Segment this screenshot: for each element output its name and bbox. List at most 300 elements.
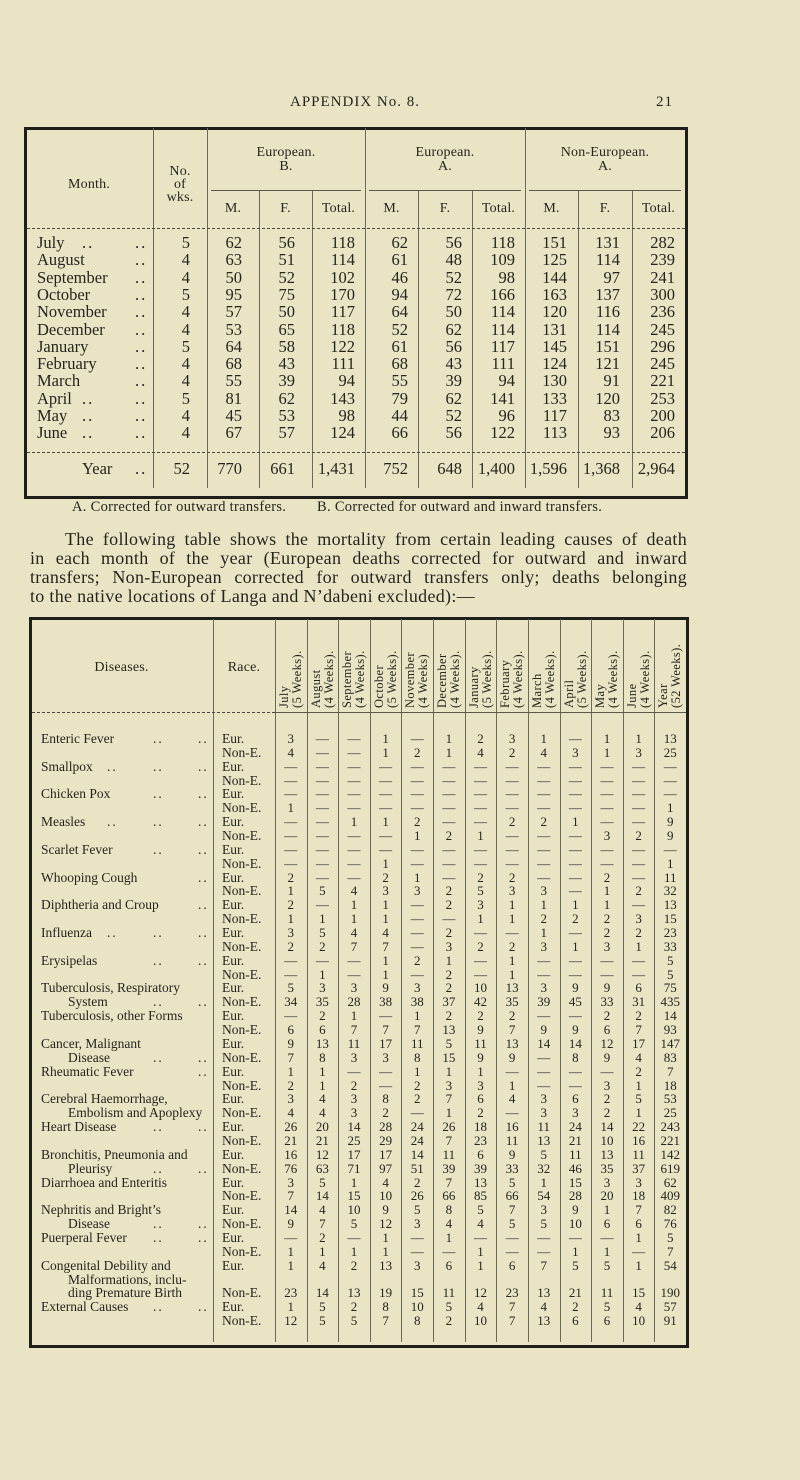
value-cell: 109 xyxy=(490,250,515,270)
month-value-cell: — xyxy=(537,786,551,802)
weeks-cell: 4 xyxy=(181,319,190,339)
year-total-cell: 409 xyxy=(660,1188,680,1204)
month-value-cell: 1 xyxy=(287,1063,295,1079)
month-value-cell: 13 xyxy=(537,1313,551,1329)
month-value-cell: 12 xyxy=(284,1313,298,1329)
month-value-cell: 18 xyxy=(474,1119,488,1135)
month-value-cell: 13 xyxy=(505,980,519,996)
month-value-cell: — xyxy=(410,1229,424,1245)
leader-dots: .. xyxy=(153,758,164,774)
month-value-cell: 4 xyxy=(635,1299,642,1315)
month-label: February xyxy=(37,354,97,374)
month-value-cell: 24 xyxy=(410,1119,424,1135)
month-value-cell: — xyxy=(600,758,614,774)
value-cell: 62 xyxy=(278,388,295,408)
month-value-cell: 1 xyxy=(445,1105,453,1121)
month-column-header xyxy=(626,622,652,708)
value-cell: 68 xyxy=(225,354,242,374)
race-label: Eur. xyxy=(222,952,245,968)
leader-dots: .. xyxy=(198,869,209,885)
month-value-cell: 9 xyxy=(508,1049,516,1065)
month-value-cell: 14 xyxy=(568,1035,582,1051)
month-value-cell: — xyxy=(410,1243,424,1259)
weeks-cell: 5 xyxy=(181,336,190,356)
year-total-cell: 7 xyxy=(666,1243,674,1259)
leader-dots: .. xyxy=(153,1229,164,1245)
month-value-cell: 13 xyxy=(600,1146,614,1162)
month-value-cell: 1 xyxy=(635,731,642,746)
month-value-cell: 2 xyxy=(477,869,484,885)
month-value-cell: 1 xyxy=(350,911,358,927)
month-value-cell: 2 xyxy=(445,1313,453,1329)
disease-label-continuation: Disease xyxy=(68,1216,110,1232)
month-value-cell: 14 xyxy=(347,1119,361,1135)
year-total-cell: 57 xyxy=(663,1299,677,1315)
month-value-cell: — xyxy=(537,869,551,885)
month-label: June xyxy=(37,423,68,443)
month-value-cell: — xyxy=(568,1008,582,1024)
paragraph-line: to the native locations of Langa and N’dabeni excluded):— xyxy=(30,586,475,606)
month-value-cell: 71 xyxy=(347,1160,361,1176)
month-value-cell: 1 xyxy=(350,897,358,913)
month-value-cell: 1 xyxy=(445,731,453,746)
month-value-cell: 3 xyxy=(572,1105,579,1121)
month-value-cell: 13 xyxy=(505,1035,519,1051)
month-value-cell: 2 xyxy=(287,938,295,954)
leader-dots: .. xyxy=(153,1299,164,1315)
disease-label: Influenza xyxy=(41,925,92,941)
month-value-cell: 2 xyxy=(477,731,484,746)
value-cell: 52 xyxy=(391,319,408,339)
year-total-cell: — xyxy=(663,758,677,774)
weeks-cell: 4 xyxy=(181,423,190,443)
month-value-cell: — xyxy=(315,855,329,871)
month-value-cell: — xyxy=(347,952,361,968)
month-value-cell: — xyxy=(505,1063,519,1079)
month-value-cell: 1 xyxy=(350,1174,358,1190)
month-value-cell: 4 xyxy=(540,744,547,760)
month-value-cell: 2 xyxy=(540,814,547,830)
month-value-cell: — xyxy=(537,966,551,982)
month-value-cell: 15 xyxy=(568,1174,582,1190)
month-value-cell: 2 xyxy=(414,1077,421,1093)
disease-label: Erysipelas xyxy=(41,952,98,968)
month-value-cell: — xyxy=(505,828,519,844)
leader-dots: .. xyxy=(153,814,164,830)
subcolumn-header: M. xyxy=(224,201,242,216)
month-value-cell: 2 xyxy=(572,1299,579,1315)
race-label: Eur. xyxy=(222,1174,245,1190)
month-value-cell: 10 xyxy=(347,1202,361,1218)
month-value-cell: 6 xyxy=(508,1257,516,1273)
month-value-cell: 1 xyxy=(508,966,516,982)
month-value-cell: 28 xyxy=(379,1119,393,1135)
month-value-cell: — xyxy=(568,758,582,774)
month-value-cell: 2 xyxy=(603,1008,611,1024)
month-value-cell: 8 xyxy=(572,1049,579,1065)
year-total-cell: 142 xyxy=(660,1146,680,1162)
month-value-cell: 7 xyxy=(635,1022,642,1038)
month-value-cell: — xyxy=(442,758,456,774)
value-cell: 44 xyxy=(391,406,408,425)
race-label: Non-E. xyxy=(222,828,262,844)
race-label: Eur. xyxy=(222,758,245,774)
month-value-cell: 3 xyxy=(477,897,484,913)
month-value-cell: 2 xyxy=(319,938,326,954)
value-cell: 124 xyxy=(542,354,567,374)
group-header: European. xyxy=(415,145,475,160)
month-value-cell: 2 xyxy=(540,911,547,927)
value-cell: 236 xyxy=(650,302,675,322)
month-value-cell: 85 xyxy=(474,1188,488,1204)
race-label: Non-E. xyxy=(222,994,262,1010)
subcolumn-header: F. xyxy=(599,201,611,216)
paragraph-line: in each month of the year (European deaths corrected for outward and inward xyxy=(30,548,687,568)
month-value-cell: — xyxy=(600,966,614,982)
month-value-cell: 14 xyxy=(600,1119,614,1135)
month-value-cell: 66 xyxy=(442,1188,456,1204)
leader-dots: .. xyxy=(153,1119,164,1135)
month-value-cell: 2 xyxy=(603,1105,611,1121)
month-value-cell: 23 xyxy=(284,1285,298,1301)
month-value-cell: 14 xyxy=(315,1285,329,1301)
disease-label: Chicken Pox xyxy=(41,786,111,802)
month-value-cell: 24 xyxy=(410,1132,424,1148)
month-value-cell: — xyxy=(347,800,361,816)
month-value-cell: — xyxy=(347,758,361,774)
month-value-cell: — xyxy=(600,1229,614,1245)
header-divider xyxy=(27,228,685,229)
month-value-cell: 1 xyxy=(603,897,611,913)
race-header: Race. xyxy=(227,660,261,675)
month-value-cell: 7 xyxy=(287,1049,295,1065)
month-value-cell: — xyxy=(410,1105,424,1121)
year-total-cell: 14 xyxy=(663,1008,677,1024)
month-value-cell: 9 xyxy=(382,980,389,996)
leader-dots: .. xyxy=(82,388,95,408)
month-value-cell: 4 xyxy=(350,925,358,941)
table-bottom-border xyxy=(29,1345,689,1348)
month-value-cell: 13 xyxy=(442,1022,456,1038)
month-value-cell: 2 xyxy=(445,1008,453,1024)
month-value-cell: — xyxy=(632,758,646,774)
month-value-cell: 2 xyxy=(414,952,421,968)
month-value-cell: — xyxy=(410,925,424,941)
value-cell: 144 xyxy=(542,267,567,287)
leader-dots: .. xyxy=(198,897,209,913)
month-column-header xyxy=(499,622,525,708)
race-label: Non-E. xyxy=(222,772,262,788)
disease-label: Tuberculosis, Respiratory xyxy=(41,980,180,996)
value-cell: 770 xyxy=(217,459,242,478)
value-cell: 95 xyxy=(225,284,242,304)
month-value-cell: — xyxy=(410,758,424,774)
month-value-cell: — xyxy=(315,828,329,844)
month-value-cell: — xyxy=(410,786,424,802)
value-cell: 52 xyxy=(445,406,462,425)
month-value-cell: 10 xyxy=(568,1216,582,1232)
month-value-cell: 3 xyxy=(414,980,421,996)
weeks-cell: 4 xyxy=(181,406,190,425)
month-value-cell: 2 xyxy=(508,869,516,885)
table-top-border xyxy=(24,127,688,130)
leader-dots: .. xyxy=(198,1229,209,1245)
disease-label-continuation: System xyxy=(68,994,108,1010)
month-weeks: (5 Weeks). xyxy=(290,650,304,708)
month-value-cell: — xyxy=(347,869,361,885)
month-name: January xyxy=(466,666,481,708)
month-value-cell: — xyxy=(600,1063,614,1079)
month-value-cell: 3 xyxy=(287,1174,295,1190)
race-label: Eur. xyxy=(222,814,245,830)
year-total-cell: 1 xyxy=(666,855,674,871)
month-value-cell: 2 xyxy=(508,938,516,954)
leader-dots: .. xyxy=(135,406,148,425)
month-value-cell: — xyxy=(568,883,582,899)
month-value-cell: 1 xyxy=(508,897,516,913)
value-cell: 111 xyxy=(491,354,515,374)
value-cell: 57 xyxy=(278,423,295,443)
month-value-cell: 11 xyxy=(411,1035,424,1051)
group-underline xyxy=(369,190,521,191)
value-cell: 48 xyxy=(445,250,462,270)
month-value-cell: 3 xyxy=(540,980,547,996)
month-value-cell: — xyxy=(474,1229,488,1245)
month-value-cell: — xyxy=(284,952,298,968)
month-value-cell: 23 xyxy=(505,1285,519,1301)
month-value-cell: 13 xyxy=(347,1285,361,1301)
leader-dots: .. xyxy=(198,1160,209,1176)
footnote-a: A. Corrected for outward transfers. xyxy=(72,499,287,515)
value-cell: 124 xyxy=(330,423,355,443)
value-cell: 93 xyxy=(603,423,620,443)
month-column-header xyxy=(468,622,494,708)
month-value-cell: — xyxy=(600,800,614,816)
value-cell: 62 xyxy=(445,388,462,408)
month-value-cell: 5 xyxy=(319,1313,326,1329)
race-label: Eur. xyxy=(222,1119,245,1135)
month-value-cell: — xyxy=(632,814,646,830)
month-column-header xyxy=(594,622,620,708)
month-name: September xyxy=(340,650,355,708)
month-value-cell: 13 xyxy=(379,1257,393,1273)
month-value-cell: — xyxy=(568,869,582,885)
month-value-cell: 23 xyxy=(474,1132,488,1148)
value-cell: 296 xyxy=(650,336,675,356)
value-cell: 63 xyxy=(225,250,242,270)
month-weeks: (4 Weeks). xyxy=(542,650,557,708)
year-total-cell: 5 xyxy=(666,952,674,968)
month-value-cell: 8 xyxy=(319,1049,326,1065)
weeks-cell: 5 xyxy=(181,233,190,252)
year-total-cell: — xyxy=(663,786,677,802)
year-total-cell: 190 xyxy=(660,1285,680,1301)
leader-dots: .. xyxy=(198,1049,209,1065)
month-value-cell: 63 xyxy=(315,1160,329,1176)
value-cell: 1,596 xyxy=(529,459,567,478)
year-total-cell: 5 xyxy=(666,1229,674,1245)
month-value-cell: 9 xyxy=(603,980,611,996)
month-value-cell: 5 xyxy=(319,1174,326,1190)
month-value-cell: 2 xyxy=(445,966,453,982)
month-value-cell: 4 xyxy=(382,925,389,941)
month-value-cell: 3 xyxy=(350,980,358,996)
month-value-cell: — xyxy=(379,828,393,844)
month-value-cell: — xyxy=(505,772,519,788)
month-value-cell: 20 xyxy=(600,1188,614,1204)
month-value-cell: 7 xyxy=(508,1202,516,1218)
month-value-cell: 5 xyxy=(445,1035,453,1051)
month-value-cell: 2 xyxy=(635,925,642,941)
month-value-cell: 2 xyxy=(445,897,453,913)
subcolumn-header: Total. xyxy=(321,201,356,216)
month-value-cell: 5 xyxy=(603,1257,611,1273)
month-value-cell: 4 xyxy=(635,1049,642,1065)
month-value-cell: 5 xyxy=(477,883,484,899)
month-value-cell: 1 xyxy=(603,731,611,746)
month-value-cell: 9 xyxy=(572,1022,579,1038)
value-cell: 114 xyxy=(330,250,355,270)
table-right-border xyxy=(685,127,688,499)
year-total-cell: 147 xyxy=(660,1035,680,1051)
race-label: Eur. xyxy=(222,1229,245,1245)
month-value-cell: 11 xyxy=(632,1146,645,1162)
month-value-cell: 2 xyxy=(287,869,295,885)
race-label: Eur. xyxy=(222,731,245,746)
leader-dots: .. xyxy=(135,423,148,443)
month-value-cell: — xyxy=(474,966,488,982)
race-label: Eur. xyxy=(222,1008,245,1024)
month-value-cell: 11 xyxy=(600,1285,614,1301)
month-value-cell: — xyxy=(315,786,329,802)
table-right-border xyxy=(686,617,689,1348)
month-label: July xyxy=(37,233,65,252)
race-label: Eur. xyxy=(222,841,245,857)
month-value-cell: 5 xyxy=(540,1216,547,1232)
diseases-header: Diseases. xyxy=(94,660,149,675)
leader-dots: .. xyxy=(135,354,148,374)
month-value-cell: — xyxy=(505,841,519,857)
value-cell: 1,368 xyxy=(582,459,620,478)
leader-dots: .. xyxy=(198,1216,209,1232)
month-value-cell: — xyxy=(315,952,329,968)
month-value-cell: 5 xyxy=(350,1216,358,1232)
leader-dots: .. xyxy=(135,388,148,408)
month-header: Month. xyxy=(67,177,111,192)
month-value-cell: 1 xyxy=(540,1174,547,1190)
value-cell: 245 xyxy=(650,354,675,374)
month-value-cell: 1 xyxy=(382,855,389,871)
month-value-cell: 3 xyxy=(603,938,611,954)
month-value-cell: — xyxy=(284,828,298,844)
month-value-cell: 2 xyxy=(445,828,453,844)
month-value-cell: — xyxy=(537,1243,551,1259)
year-total-cell: — xyxy=(663,841,677,857)
month-label: October xyxy=(37,284,91,304)
month-weeks: (5 Weeks). xyxy=(479,650,494,708)
month-value-cell: 9 xyxy=(287,1035,295,1051)
month-value-cell: — xyxy=(410,938,424,954)
month-value-cell: 3 xyxy=(414,1257,421,1273)
month-column-header xyxy=(310,622,336,708)
month-value-cell: — xyxy=(347,828,361,844)
year-total-cell: 82 xyxy=(663,1202,677,1218)
month-value-cell: — xyxy=(568,731,582,746)
month-value-cell: 7 xyxy=(540,1257,547,1273)
leader-dots: .. xyxy=(198,1063,209,1079)
month-value-cell: 2 xyxy=(414,744,421,760)
value-cell: 648 xyxy=(437,459,462,478)
month-value-cell: 4 xyxy=(540,1299,547,1315)
disease-label: Smallpox xyxy=(41,758,93,774)
month-value-cell: 21 xyxy=(284,1132,298,1148)
month-value-cell: — xyxy=(505,925,519,941)
month-value-cell: 6 xyxy=(572,1091,579,1107)
year-total-cell: 93 xyxy=(663,1022,677,1038)
month-value-cell: 8 xyxy=(414,1313,421,1329)
month-value-cell: — xyxy=(632,1243,646,1259)
month-value-cell: 9 xyxy=(508,1146,516,1162)
year-total-cell: 619 xyxy=(660,1160,680,1176)
month-value-cell: 3 xyxy=(350,1105,358,1121)
value-cell: 121 xyxy=(595,354,620,374)
month-column-header xyxy=(436,622,462,708)
leader-dots: .. xyxy=(135,284,148,304)
race-label: Eur. xyxy=(222,980,245,996)
month-value-cell: 1 xyxy=(319,966,326,982)
month-value-cell: — xyxy=(537,1049,551,1065)
value-cell: 57 xyxy=(225,302,242,322)
leader-dots: .. xyxy=(198,786,209,802)
month-value-cell: 17 xyxy=(379,1146,393,1162)
disease-label: Cerebral Haemorrhage, xyxy=(41,1091,168,1107)
month-label: March xyxy=(37,371,81,391)
month-name: June xyxy=(624,683,639,708)
leader-dots: .. xyxy=(135,459,148,478)
footnote-b: B. Corrected for outward and inward transfers. xyxy=(317,499,603,515)
year-total-cell: 75 xyxy=(663,980,677,996)
month-weeks: (4 Weeks) xyxy=(416,653,431,708)
month-value-cell: 1 xyxy=(445,1229,453,1245)
month-value-cell: 3 xyxy=(572,744,579,760)
month-value-cell: 39 xyxy=(474,1160,488,1176)
month-value-cell: 7 xyxy=(508,1313,516,1329)
value-cell: 151 xyxy=(542,233,567,252)
month-value-cell: 1 xyxy=(603,744,611,760)
leader-dots: .. xyxy=(135,371,148,391)
value-cell: 56 xyxy=(445,336,462,356)
month-value-cell: 1 xyxy=(477,1257,484,1273)
month-value-cell: 38 xyxy=(379,994,393,1010)
race-label: Eur. xyxy=(222,1063,245,1079)
month-value-cell: — xyxy=(600,952,614,968)
race-label: Non-E. xyxy=(222,800,262,816)
month-value-cell: — xyxy=(505,786,519,802)
month-value-cell: 54 xyxy=(537,1188,551,1204)
month-value-cell: 9 xyxy=(287,1216,295,1232)
race-label: Non-E. xyxy=(222,911,262,927)
month-value-cell: — xyxy=(315,869,329,885)
month-value-cell: — xyxy=(315,758,329,774)
group-subheader: B. xyxy=(279,159,293,174)
month-value-cell: 10 xyxy=(410,1299,424,1315)
month-value-cell: 20 xyxy=(315,1119,329,1135)
race-label: Non-E. xyxy=(222,1077,262,1093)
month-value-cell: 1 xyxy=(445,1063,453,1079)
month-value-cell: — xyxy=(284,1008,298,1024)
disease-label: External Causes xyxy=(41,1299,129,1315)
month-value-cell: — xyxy=(347,731,361,746)
